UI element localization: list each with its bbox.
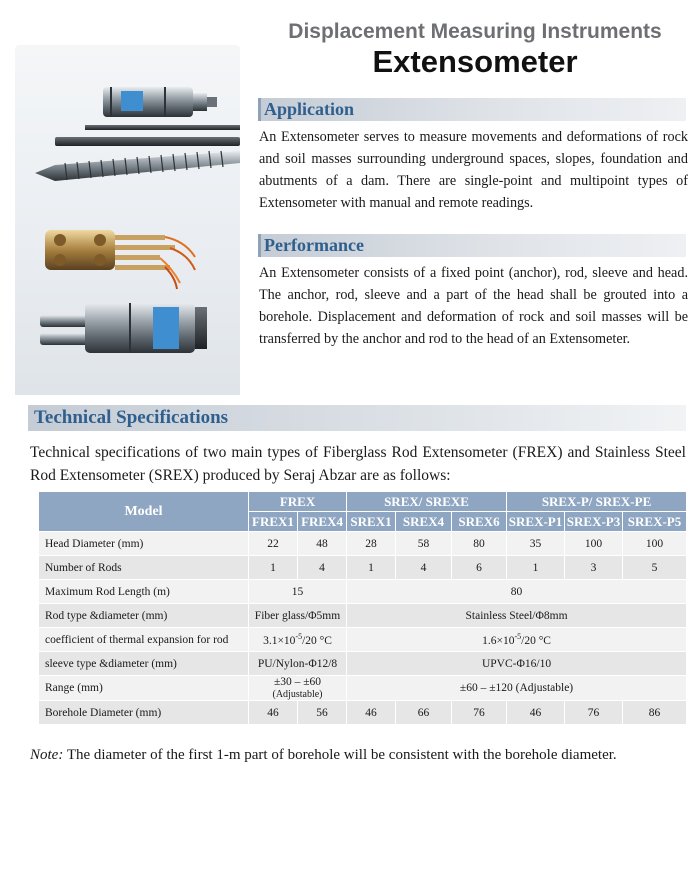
table-cell: 46: [249, 701, 298, 725]
table-cell: [249, 628, 347, 652]
table-cell: 46: [507, 701, 565, 725]
model-cell: SREX4: [396, 512, 452, 532]
table-row: [39, 556, 687, 580]
group-header: SREX/ SREXE: [347, 492, 507, 512]
note-label: Note:: [30, 747, 64, 763]
coef-exponent: -5: [514, 632, 522, 642]
table-cell: [249, 676, 347, 701]
performance-text: An Extensometer consists of a fixed point (anchor), rod, sleeve and head. The anchor, rod, sleeve and a part of the head shall be grouted into a borehole. Displacement and deformation of rock and soil masses will be transferred by the anchor and rod to the head of an Extensometer.: [259, 265, 688, 347]
spec-table: [38, 491, 687, 725]
table-cell: 46: [347, 701, 396, 725]
row-label: Head Diameter (mm): [39, 532, 249, 556]
table-row: [39, 580, 687, 604]
range-value: ±30 – ±60: [273, 676, 322, 688]
extensometer-parts-illustration: [15, 45, 240, 395]
row-label: coefficient of thermal expansion for rod: [39, 628, 249, 652]
table-row: [39, 604, 687, 628]
row-label: Borehole Diameter (mm): [39, 701, 249, 725]
table-row: [39, 628, 687, 652]
table-cell: 66: [396, 701, 452, 725]
model-cell: SREX-P3: [565, 512, 623, 532]
model-cell: SREX6: [452, 512, 507, 532]
coef-unit: /20 °C: [521, 634, 551, 647]
table-row: [39, 532, 687, 556]
table-cell: 1: [507, 556, 565, 580]
table-cell: 28: [347, 532, 396, 556]
group-header: FREX: [249, 492, 347, 512]
table-cell: 76: [452, 701, 507, 725]
note: [30, 744, 686, 766]
table-cell: 58: [396, 532, 452, 556]
sensor-head-part: [103, 87, 217, 117]
application-text: An Extensometer serves to measure movements and deformations of rock and soil masses surrounding underground spaces, slopes, foundation and abutments of a dam. There are single-point and multipoint types of Extensometer with manual and remote readings.: [259, 129, 688, 211]
table-cell: 5: [623, 556, 687, 580]
table-cell: 4: [298, 556, 347, 580]
table-cell: [347, 628, 687, 652]
model-cell: FREX1: [249, 512, 298, 532]
table-cell: 6: [452, 556, 507, 580]
model-cell: SREX1: [347, 512, 396, 532]
tech-spec-heading: Technical Specifications: [28, 405, 686, 431]
table-cell: 100: [565, 532, 623, 556]
row-label: Range (mm): [39, 676, 249, 701]
table-cell: 48: [298, 532, 347, 556]
application-heading: Application: [258, 98, 686, 121]
table-cell: 4: [396, 556, 452, 580]
table-cell: 86: [623, 701, 687, 725]
table-cell: ±60 – ±120 (Adjustable): [347, 676, 687, 701]
row-label: Rod type &diameter (mm): [39, 604, 249, 628]
rod-part: [85, 125, 240, 130]
table-row: [39, 652, 687, 676]
coef-base: 1.6×10: [482, 634, 515, 647]
table-cell: 80: [347, 580, 687, 604]
row-label: Maximum Rod Length (m): [39, 580, 249, 604]
coef-base: 3.1×10: [263, 634, 296, 647]
product-photo: [15, 45, 240, 395]
anchor-part: [35, 151, 240, 181]
table-cell: 1: [347, 556, 396, 580]
table-cell: UPVC-Φ16/10: [347, 652, 687, 676]
table-cell: 80: [452, 532, 507, 556]
table-cell: 1: [249, 556, 298, 580]
table-cell: 56: [298, 701, 347, 725]
table-row: [39, 676, 687, 701]
table-cell: 35: [507, 532, 565, 556]
page-subtitle: Displacement Measuring Instruments: [288, 20, 662, 43]
table-cell: Fiber glass/Φ5mm: [249, 604, 347, 628]
table-cell: 22: [249, 532, 298, 556]
model-cell: SREX-P5: [623, 512, 687, 532]
table-cell: Stainless Steel/Φ8mm: [347, 604, 687, 628]
table-cell: 15: [249, 580, 347, 604]
row-label: sleeve type &diameter (mm): [39, 652, 249, 676]
row-label: Number of Rods: [39, 556, 249, 580]
note-text: The diameter of the first 1-m part of borehole will be consistent with the borehole diameter.: [66, 747, 617, 763]
group-header: SREX-P/ SREX-PE: [507, 492, 687, 512]
sleeve-part: [55, 137, 240, 146]
table-cell: 100: [623, 532, 687, 556]
coef-exponent: -5: [295, 632, 303, 642]
model-cell: SREX-P1: [507, 512, 565, 532]
tech-spec-intro: Technical specifications of two main types of Fiberglass Rod Extensometer (FREX) and Stainless Steel Rod Extensometer (SREX) produced by Seraj Abzar are as follows:: [30, 444, 686, 484]
multipoint-head-part: [45, 230, 195, 289]
page-title: Extensometer: [372, 44, 578, 79]
range-note: (Adjustable): [272, 689, 323, 700]
coef-unit: /20 °C: [302, 634, 332, 647]
model-cell: FREX4: [298, 512, 347, 532]
table-cell: 76: [565, 701, 623, 725]
performance-heading: Performance: [258, 234, 686, 257]
remote-head-part: [40, 303, 207, 353]
table-row: [39, 701, 687, 725]
table-cell: 3: [565, 556, 623, 580]
table-cell: PU/Nylon-Φ12/8: [249, 652, 347, 676]
model-header: Model: [39, 492, 249, 532]
table-header-row: [39, 492, 687, 512]
